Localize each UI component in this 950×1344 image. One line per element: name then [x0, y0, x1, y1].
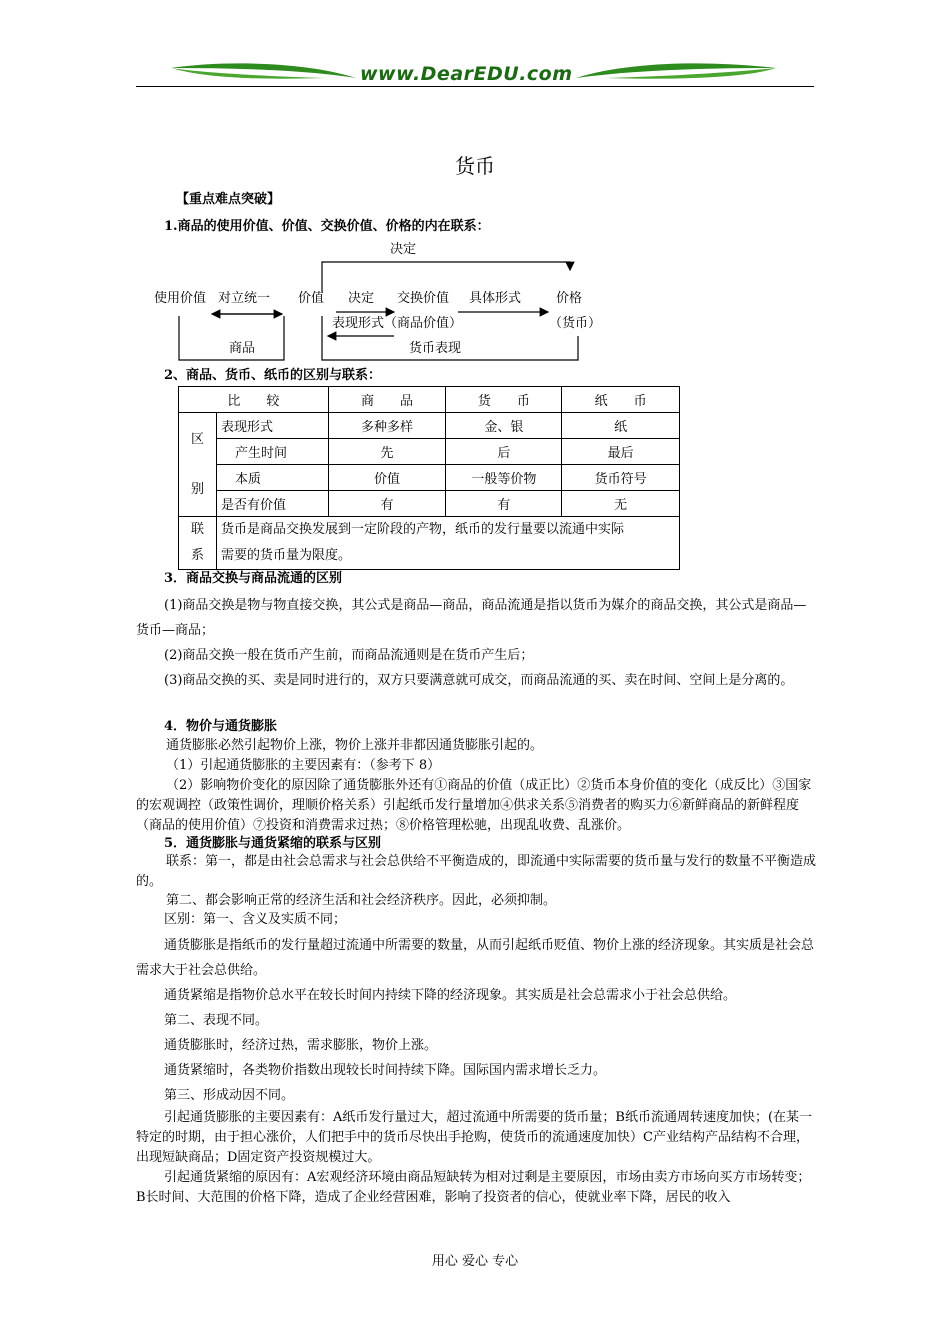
table-cell: 有	[446, 491, 562, 517]
s3-paragraph: (2)商品交换一般在货币产生前，而商品流通则是在货币产生后；	[164, 648, 534, 663]
s5-paragraph: 区别：第一、含义及实质不同；	[164, 912, 347, 927]
comparison-table	[178, 386, 680, 570]
site-url: www.DearEDU.com	[360, 63, 573, 85]
table-cell: 后	[446, 439, 562, 465]
s4-heading: 4．物价与通货膨胀	[164, 719, 278, 734]
table-cell: 金、银	[446, 413, 562, 439]
header-rule	[136, 86, 814, 87]
link-text-line: 需要的货币量为限度。	[220, 548, 351, 563]
s5-paragraph: 通货膨胀时，经济过热，需求膨胀，物价上涨。	[164, 1038, 438, 1053]
page-footer: 用心 爱心 专心	[431, 1254, 519, 1269]
table-header-cell: 商 品	[328, 387, 446, 413]
s5-heading: 5．通货膨胀与通货紧缩的联系与区别	[164, 836, 382, 851]
s2-heading: 2、商品、货币、纸币的区别与联系：	[164, 368, 382, 383]
s5-paragraph: 引起通货膨胀的主要因素有：A纸币发行量过大，超过流通中所需要的货币量；B纸币流通周转速度加快；(在某一特定的时期，由于担心涨价，人们把手中的货币尽快出手抢购，使货币的流通速度加快）C产业结构产品结构不合理，出现短缺商品；D固定资产投资规模过大。	[136, 1110, 813, 1165]
diagram-top-label: 决定	[390, 242, 417, 257]
diagram-value: 价值	[298, 291, 325, 306]
table-row	[179, 465, 680, 491]
s5-paragraph: 通货紧缩时，各类物价指数出现较长时间持续下降。国际国内需求增长乏力。	[164, 1063, 607, 1078]
diagram-currency: （货币）	[549, 316, 602, 331]
link-text-line: 货币是商品交换发展到一定阶段的产物，纸币的发行量要以流通中实际	[220, 522, 624, 537]
s5-paragraph: 通货紧缩是指物价总水平在较长时间内持续下降的经济现象。其实质是社会总需求小于社会总供给。	[164, 988, 737, 1003]
table-cell: 价值	[328, 465, 446, 491]
table-cell: 本质	[216, 465, 328, 491]
s5-paragraph: 通货膨胀是指纸币的发行量超过流通中所需要的数量，从而引起纸币贬值、物价上涨的经济现象。其实质是社会总需求大于社会总供给。	[136, 938, 815, 978]
table-cell: 是否有价值	[216, 491, 328, 517]
diagram-decides: 决定	[348, 291, 375, 306]
table-header-cell: 纸 币	[562, 387, 680, 413]
diagram-exchange-value: 交换价值	[397, 291, 450, 306]
table-row	[179, 413, 680, 439]
s4-paragraph: 通货膨胀必然引起物价上涨，物价上涨并非都因通货膨胀引起的。	[166, 738, 544, 753]
diagram-use-value: 使用价值	[154, 291, 207, 306]
diagram-commodity: 商品	[229, 341, 256, 356]
document-title: 货币	[455, 154, 495, 178]
diagram-currency-expression: 货币表现	[409, 341, 462, 356]
diff-label-cell	[179, 413, 217, 517]
table-row	[179, 439, 680, 465]
s5-paragraph: 联系：第一，都是由社会总需求与社会总供给不平衡造成的，即流通中实际需要的货币量与发行的数量不平衡造成的。	[136, 854, 817, 889]
s3-paragraph: (1)商品交换是物与物直接交换，其公式是商品—商品，商品流通是指以货币为媒介的商品交换，其公式是商品—货币—商品；	[136, 598, 807, 638]
s5-paragraph: 第二、表现不同。	[164, 1013, 269, 1028]
table-header-cell: 比 较	[179, 387, 329, 413]
diff-label-2: 别	[190, 481, 204, 497]
s5-paragraph: 引起通货紧缩的原因有：A宏观经济环境由商品短缺转为相对过剩是主要原因，市场由卖方市场向买方市场转变；B长时间、大范围的价格下降，造成了企业经营困难，影响了投资者的信心，使就业率下降，居民的收入	[136, 1170, 811, 1205]
diagram-form-of-expression: 表现形式（商品价值）	[332, 316, 463, 331]
s5-paragraph: 第三、形成动因不同。	[164, 1088, 295, 1103]
s5-paragraph: 第二、都会影响正常的经济生活和社会经济秩序。因此，必须抑制。	[166, 893, 557, 908]
s1-heading: 1.商品的使用价值、价值、交换价值、价格的内在联系：	[164, 219, 490, 234]
table-cell: 无	[562, 491, 680, 517]
table-cell: 表现形式	[216, 413, 328, 439]
section-heading: 【重点难点突破】	[176, 192, 281, 207]
table-link-row	[179, 517, 680, 570]
diff-label-1: 区	[190, 431, 204, 447]
link-label-cell	[179, 517, 217, 570]
link-label-1: 联	[190, 522, 204, 537]
s3-heading: 3．商品交换与商品流通的区别	[164, 571, 343, 586]
s3-paragraph: (3)商品交换的买、卖是同时进行的，双方只要满意就可成交，而商品流通的买、卖在时间、空间上是分离的。	[164, 673, 794, 688]
table-cell: 货币符号	[562, 465, 680, 491]
table-cell: 多种多样	[328, 413, 446, 439]
table-cell: 有	[328, 491, 446, 517]
table-cell: 产生时间	[216, 439, 328, 465]
table-cell: 一般等价物	[446, 465, 562, 491]
table-cell: 先	[328, 439, 446, 465]
diagram-unity: 对立统一	[218, 291, 271, 306]
s4-paragraph: （1）引起通货膨胀的主要因素有：（参考下 8）	[166, 758, 441, 773]
table-cell: 最后	[562, 439, 680, 465]
table-row	[179, 491, 680, 517]
link-text-cell	[216, 517, 679, 570]
link-label-2: 系	[190, 548, 204, 563]
table-header-cell: 货 币	[446, 387, 562, 413]
diagram-concrete-form: 具体形式	[469, 291, 522, 306]
table-cell: 纸	[562, 413, 680, 439]
s4-paragraph: （2）影响物价变化的原因除了通货膨胀外还有①商品的价值（成正比）②货币本身价值的变化（成反比）③国家的宏观调控（政策性调价，理顺价格关系）引起纸币发行量增加④供求关系⑤消费者的购买力⑥新鲜商品的新鲜程度（商品的使用价值）⑦投资和消费需求过热；⑧价格管理松驰，出现乱收费、乱涨价。	[136, 778, 812, 833]
table-header-row	[179, 387, 680, 413]
diagram-price: 价格	[556, 291, 583, 306]
